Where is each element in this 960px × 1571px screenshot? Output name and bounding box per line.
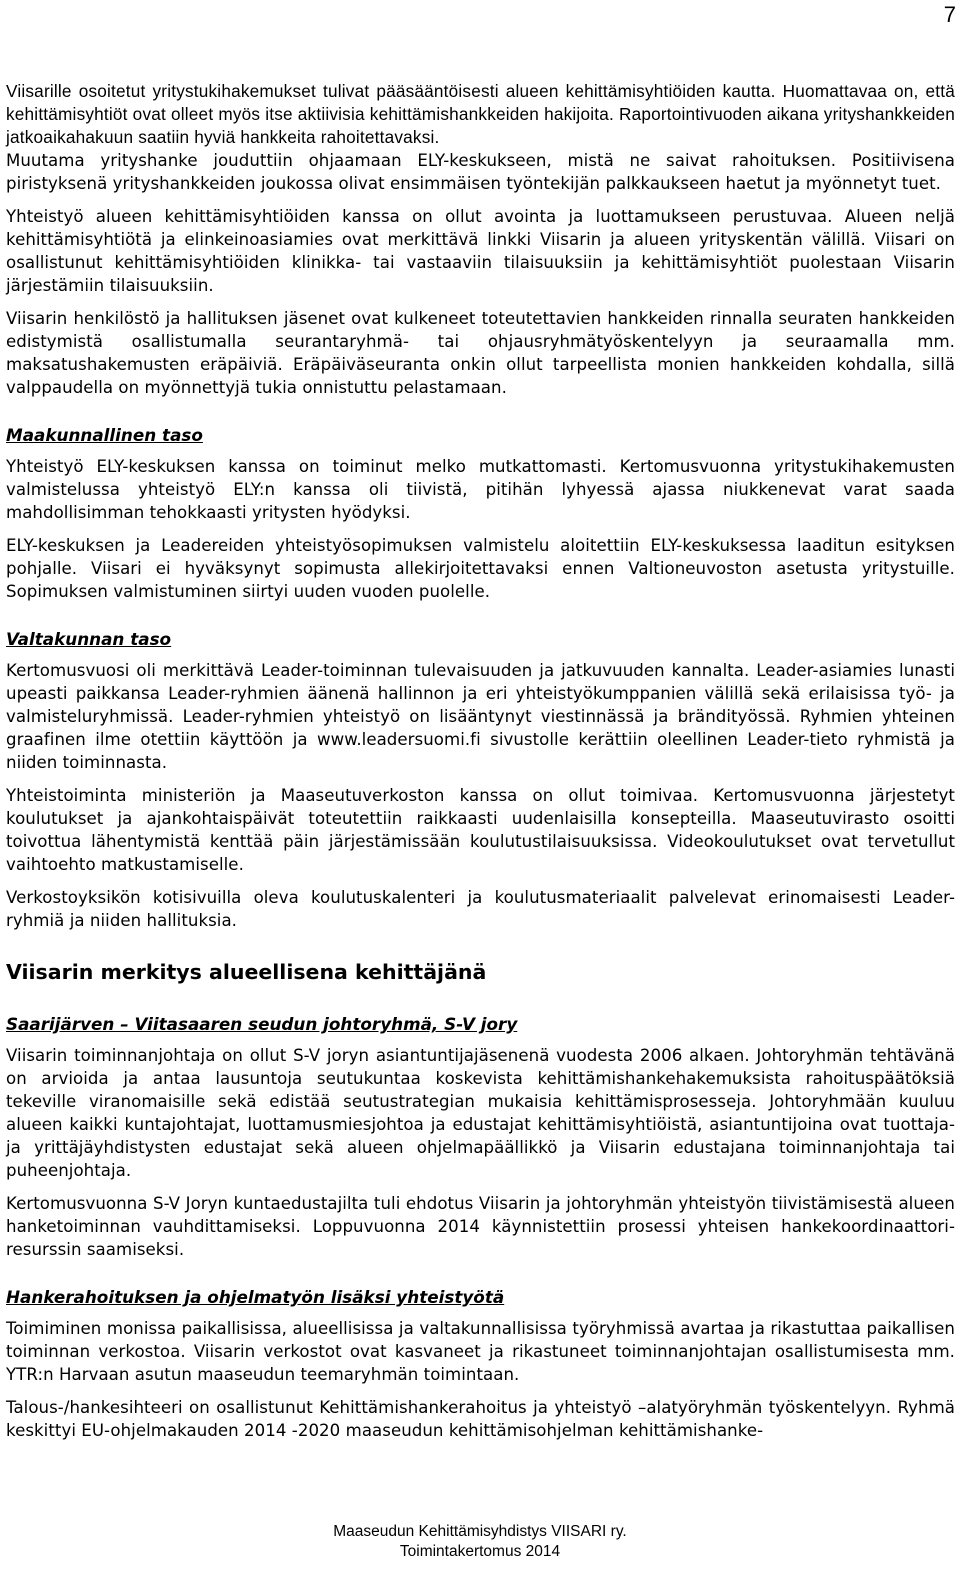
paragraph-hankekoordinaattori: Kertomusvuonna S-V Joryn kuntaedustajilta tuli ehdotus Viisarin ja johtoryhmän yhteistyön tiivistämisestä alueen hanketoiminnan vauhdittamiseksi. Loppuvuonna 2014 käynnistettiin prosessi yhteisen hankekoordinaattori-resurssin saamiseksi. xyxy=(6,1194,955,1259)
paragraph-yritystukihakemukset: Viisarille osoitetut yritystukihakemukset tulivat pääsääntöisesti alueen kehittämisyhtiöiden kautta. Huomattavaa on, että kehittämisyhtiöt ovat olleet myös itse aktiivisia kehittämishankkeiden hakijoita. Raportointivuoden aikana yrityshankkeiden jatkoaikahakuun saatiin hyviä hankkeita rahoitettavaksi. xyxy=(6,81,955,147)
paragraph-koulutuskalenteri: Verkostoyksikön kotisivuilla oleva koulutuskalenteri ja koulutusmateriaalit palvelevat erinomaisesti Leader-ryhmiä ja niiden hallituksia. xyxy=(6,888,955,930)
paragraph-yhteistyosopimus: ELY-keskuksen ja Leadereiden yhteistyösopimuksen valmistelu aloitettiin ELY-keskuksessa laaditun esityksen pohjalle. Viisari ei hyväksynyt sopimusta allekirjoitettavaksi ennen Valtioneuvoston asetusta yritystuille. Sopimuksen valmistuminen siirtyi uuden vuoden puolelle. xyxy=(6,536,955,601)
paragraph-leader-toiminta: Kertomusvuosi oli merkittävä Leader-toiminnan tulevaisuuden ja jatkuvuuden kannalta. Leader-asiamies lunasti upeasti paikkansa Leader-ryhmien äänenä hallinnon ja eri yhteistyökumppanien välillä sekä erilaisissa työ- ja valmisteluryhmissä. Leader-ryhmien yhteistyö on lisääntynyt viestinnässä ja brändityössä. Ryhmien yhteinen graafinen ilme otettiin käyttöön ja www.leadersuomi.fi sivustolle kerättiin oleellinen Leader-tieto ryhmistä ja niiden toiminnasta. xyxy=(6,661,955,772)
heading-hankerahoitus: Hankerahoituksen ja ohjelmatyön lisäksi yhteistyötä xyxy=(6,1287,505,1307)
paragraph-tyoryhmat: Toimiminen monissa paikallisissa, alueellisissa ja valtakunnallisissa työryhmissä avartaa ja rikastuttaa paikallisen toiminnan verkostoa. Viisarin verkostot ovat kasvaneet ja rikastuneet toiminnanjohtajan osallistumisesta mm. YTR:n Harvaan asutun maaseudun teemaryhmän toimintaan. xyxy=(6,1319,955,1384)
paragraph-hankeseuranta: Viisarin henkilöstö ja hallituksen jäsenet ovat kulkeneet toteutettavien hankkeiden rinnalla seuraten hankkeiden edistymistä osallistumalla seurantaryhmä- tai ohjausryhmätyöskentelyyn ja seuraamalla mm. maksatushakemusten eräpäiviä. Eräpäiväseuranta onkin ollut tarpeellista monien hankkeiden kohdalla, sillä valppaudella on myönnettyjä tukia onnistuttu pelastamaan. xyxy=(6,309,955,397)
page-number: 7 xyxy=(943,2,956,27)
heading-viisarin-merkitys: Viisarin merkitys alueellisena kehittäjänä xyxy=(6,960,487,984)
paragraph-ely-rahoitus: Muutama yrityshanke jouduttiin ohjaamaan ELY-keskukseen, mistä ne saivat rahoituksen. Positiivisena piristyksenä yrityshankkeiden joukossa olivat ensimmäisen työntekijän palkkaukseen haetut ja myönnetyt tuet. xyxy=(6,151,955,193)
paragraph-kehittamisyhtiot: Yhteistyö alueen kehittämisyhtiöiden kanssa on ollut avointa ja luottamukseen perustuvaa. Alueen neljä kehittämisyhtiötä ja elinkeinoasiamies ovat merkittävä linkki Viisarin ja alueen yrityskentän välillä. Viisari on osallistunut kehittämisyhtiöiden klinikka- tai vastaaviin tilaisuuksiin ja kehittämisyhtiöt puolestaan Viisarin järjestämiin tilaisuuksiin. xyxy=(6,207,955,295)
heading-maakunnallinen-taso: Maakunnallinen taso xyxy=(6,425,203,445)
page-footer xyxy=(0,1522,960,1562)
footer-report-title: Toimintakertomus 2014 xyxy=(399,1543,561,1560)
document-body xyxy=(6,80,955,1442)
paragraph-alatyoryhma: Talous-/hankesihteeri on osallistunut Kehittämishankerahoitus ja yhteistyö –alatyöryhmän työskentelyyn. Ryhmä keskittyi EU-ohjelmakauden 2014 -2020 maaseudun kehittämisohjelman kehittämishanke- xyxy=(6,1398,955,1440)
paragraph-ely-yhteistyo: Yhteistyö ELY-keskuksen kanssa on toiminut melko mutkattomasti. Kertomusvuonna yritystukihakemusten valmistelussa yhteistyö ELY:n kanssa oli tiivistä, pitihän lyhyessä ajassa niukkenevat varat saada mahdollisimman tehokkaasti yritysten hyödyksi. xyxy=(6,457,955,522)
heading-valtakunnan-taso: Valtakunnan taso xyxy=(6,629,172,649)
footer-organization: Maaseudun Kehittämisyhdistys VIISARI ry. xyxy=(333,1523,627,1540)
heading-sv-jory: Saarijärven – Viitasaaren seudun johtoryhmä, S-V jory xyxy=(6,1014,518,1034)
paragraph-johtoryhma: Viisarin toiminnanjohtaja on ollut S-V joryn asiantuntijajäsenenä vuodesta 2006 alkaen. Johtoryhmän tehtävänä on arvioida ja antaa lausuntoja seutukuntaa koskevista kehittämishankehakemuksista rahoituspäätöksiä tekeville viranomaisille sekä edistää seutustrategian mukaisia kehittämisprosesseja. Johtoryhmään kuuluu alueen kaikki kuntajohtajat, luottamusmiesjohtoa ja edustajat kehittämisyhtiöistä, asiantuntijoina ovat tuottaja- ja yrittäjäyhdistysten edustajat sekä alueen ohjelmapäällikkö ja Viisarin edustajana toiminnanjohtaja tai puheenjohtaja. xyxy=(6,1046,955,1180)
paragraph-ministerio-yhteistyo: Yhteistoiminta ministeriön ja Maaseutuverkoston kanssa on ollut toimivaa. Kertomusvuonna järjestetyt koulutukset ja ajankohtaispäivät toteutettiin raikkaasti uudenlaisilla konsepteilla. Maaseutuvirasto osoitti toivottua lähentymistä kenttää päin järjestämissään koulutustilaisuuksissa. Videokoulutukset ovat tervetullut vaihtoehto matkustamiselle. xyxy=(6,786,955,874)
